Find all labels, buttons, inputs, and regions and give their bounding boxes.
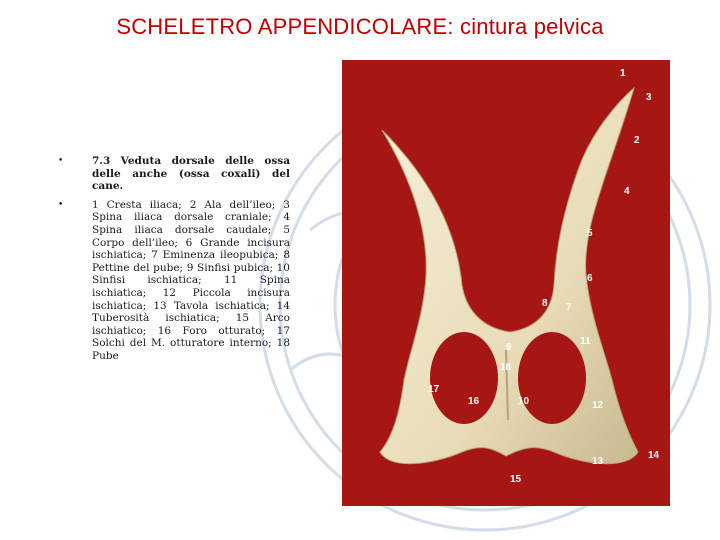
pelvis-figure [342, 60, 670, 506]
label-6: 6 [587, 273, 593, 284]
caption-heading: 7.3 Veduta dorsale delle ossa delle anche (ossa coxali) del cane. [92, 155, 290, 193]
label-10: 10 [518, 396, 530, 407]
label-16: 16 [468, 396, 480, 407]
label-15: 15 [510, 474, 522, 485]
label-18: 18 [500, 362, 512, 373]
caption-legend: 1 Cresta iliaca; 2 Ala dell’ileo; 3 Spina iliaca dorsale craniale; 4 Spina iliaca dorsale caudale; 5 Corpo dell’ileo; 6 Grande incisura ischiatica; 7 Eminenza ileopubica; 8 Pettine del pube; 9 Sinfisi pubica; 10 Sinfisi ischiatica; 11 Spina ischiatica; 12 Piccola incisura ischiatica; 13 Tavola ischiatica; 14 Tuberosità ischiatica; 15 Arco ischiatico; 16 Foro otturato; 17 Solchi del M. otturatore interno; 18 Pube [92, 198, 290, 362]
label-8: 8 [542, 298, 548, 309]
page-title-sub: cintura pelvica [453, 14, 604, 39]
label-12: 12 [592, 400, 604, 411]
label-2: 2 [634, 135, 640, 146]
label-4: 4 [624, 186, 630, 197]
bullet-marker: • [58, 199, 64, 210]
label-5: 5 [587, 228, 593, 239]
page-title-main: SCHELETRO APPENDICOLARE: [116, 14, 454, 39]
page-title [0, 14, 720, 40]
bullet-marker: • [58, 156, 64, 166]
label-1: 1 [620, 68, 626, 79]
list-item [58, 155, 290, 193]
label-14: 14 [648, 450, 660, 461]
label-3: 3 [646, 92, 652, 103]
label-17: 17 [428, 384, 440, 395]
label-11: 11 [580, 336, 591, 347]
label-7: 7 [566, 302, 572, 313]
list-item [58, 199, 290, 363]
caption-list [58, 155, 290, 369]
label-9: 9 [506, 342, 512, 353]
pelvis-bone-illustration [342, 60, 670, 506]
label-13: 13 [592, 456, 604, 467]
